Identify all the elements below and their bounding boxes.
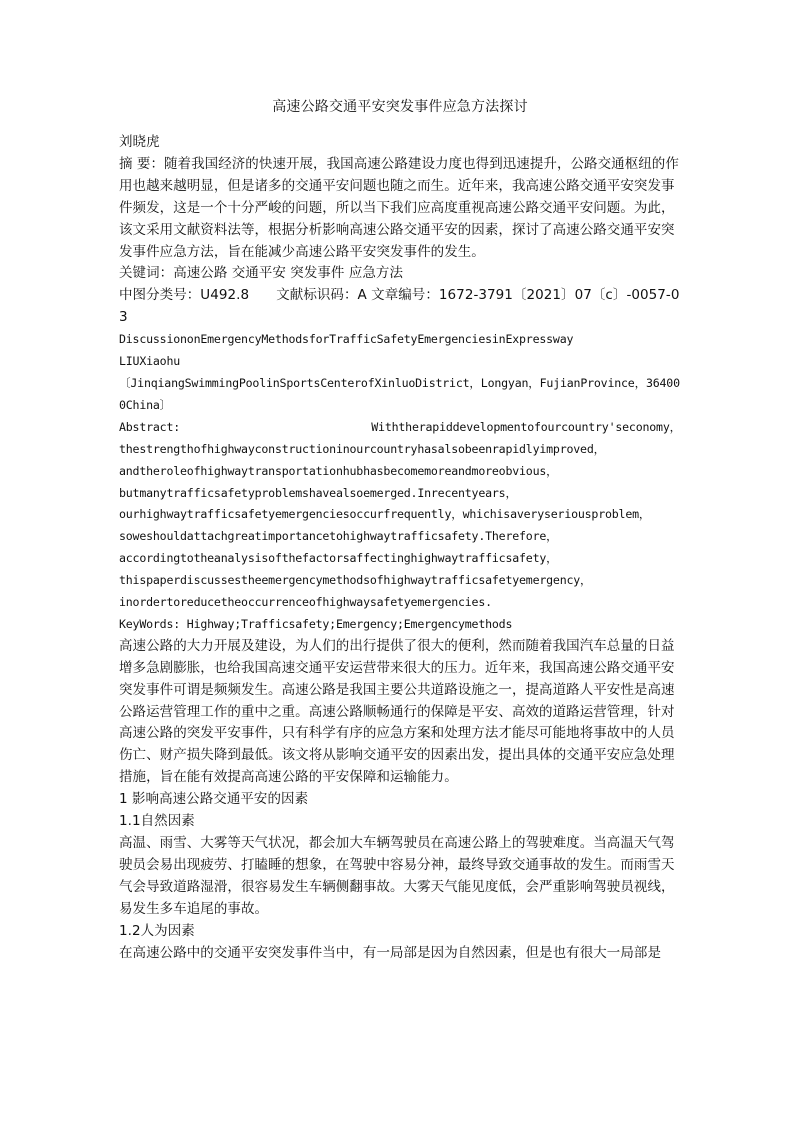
english-abstract-line: butmanytrafficsafetyproblemshavealsoemerged.Inrecentyears， xyxy=(119,485,517,500)
english-keywords: KeyWords: Highway;Trafficsafety;Emergency;Emergencymethods xyxy=(119,616,513,631)
english-abstract-line: thispaperdiscussestheemergencymethodsofhighwaytrafficsafetyemergency， xyxy=(119,573,592,588)
paper-title: 高速公路交通平安突发事件应急方法探讨 xyxy=(272,99,528,115)
english-author: LIUXiaohu xyxy=(119,354,181,369)
chinese-abstract: 摘 要：随着我国经济的快速开展，我国高速公路建设力度也得到迅速提升，公路交通枢纽的作用也越来越明显，但是诸多的交通平安问题也随之而生。近年来，我高速公路交通平安突发事件频发，这是一个十分严峻的问题，所以当下我们应高度重视高速公路交通平安问题。为此，该文采用文献资料法等，根据分析影响高速公路交通平安的因素，探讨了高速公路交通平安突发事件应急方法，旨在能减少高速公路平安突发事件的发生。 xyxy=(119,155,679,260)
subsection-heading-1-1: 1.1自然因素 xyxy=(119,813,195,830)
intro-paragraph: 高速公路的大力开展及建设，为人们的出行提供了很大的便利，然而随着我国汽车总量的日益增多急剧膨胀，也给我国高速交通平安运营带来很大的压力。近年来，我国高速公路交通平安突发事件可谓是频频发生。高速公路是我国主要公共道路设施之一，提高道路人平安性是高速公路运营管理工作的重中之重。高速公路顺畅通行的保障是平安、高效的道路运营管理，针对高速公路的突发平安事件，只有科学有序的应急方案和处理方法才能尽可能地将事故中的人员伤亡、财产损失降到最低。该文将从影响交通平安的因素出发，提出具体的交通平安应急处理措施，旨在能有效提高高速公路的平安保障和运输能力。 xyxy=(119,637,675,786)
chinese-keywords: 关键词：高速公路 交通平安 突发事件 应急方法 xyxy=(119,265,404,282)
english-abstract-line: thestrengthofhighwayconstructioninourcountryhasalsobeenrapidlyimproved， xyxy=(119,441,605,456)
english-abstract-line: accordingtotheanalysisofthefactorsaffectinghighwaytrafficsafety， xyxy=(119,551,558,566)
classification-info: 中图分类号：U492.8 文献标识码：A 文章编号：1672-3791〔2021〕07〔c〕-0057-03 xyxy=(119,287,680,326)
english-abstract-line: inordertoreducetheoccurrenceofhighwaysafetyemergencies. xyxy=(119,595,492,610)
english-abstract-line: ourhighwaytrafficsafetyemergenciesoccurfrequently，whichisaveryseriousproblem， xyxy=(119,507,651,522)
english-affiliation: 〔JinqiangSwimmingPoolinSportsCenterofXinluoDistrict，Longyan，FujianProvince，364000China〕 xyxy=(119,375,680,412)
english-abstract-line: andtheroleofhighwaytransportationhubhasbecomemoreandmoreobvious， xyxy=(119,463,558,478)
subsection-text-1-1: 高温、雨雪、大雾等天气状况，都会加大车辆驾驶员在高速公路上的驾驶难度。当高温天气驾驶员会易出现疲劳、打瞌睡的想象，在驾驶中容易分神，最终导致交通事故的发生。而雨雪天气会导致道路湿滑，很容易发生车辆侧翻事故。大雾天气能见度低，会严重影响驾驶员视线，易发生多车追尾的事故。 xyxy=(119,835,675,917)
subsection-text-1-2: 在高速公路中的交通平安突发事件当中，有一局部是因为自然因素，但是也有很大一局部是 xyxy=(119,944,661,961)
english-abstract-label: Abstract: xyxy=(119,419,181,434)
document-page xyxy=(119,96,681,964)
english-abstract-line: soweshouldattachgreatimportancetohighwaytrafficsafety.Therefore， xyxy=(119,529,558,544)
english-abstract-text-start: Withtherapiddevelopmentofourcountry'seconomy， xyxy=(371,419,681,434)
english-abstract-first-line xyxy=(119,417,681,439)
section-heading-1: 1 影响高速公路交通平安的因素 xyxy=(119,791,309,808)
subsection-heading-1-2: 1.2人为因素 xyxy=(119,922,195,939)
english-title: DiscussiononEmergencyMethodsforTrafficSafetyEmergenciesinExpressway xyxy=(119,332,574,347)
author-name: 刘晓虎 xyxy=(119,134,160,150)
